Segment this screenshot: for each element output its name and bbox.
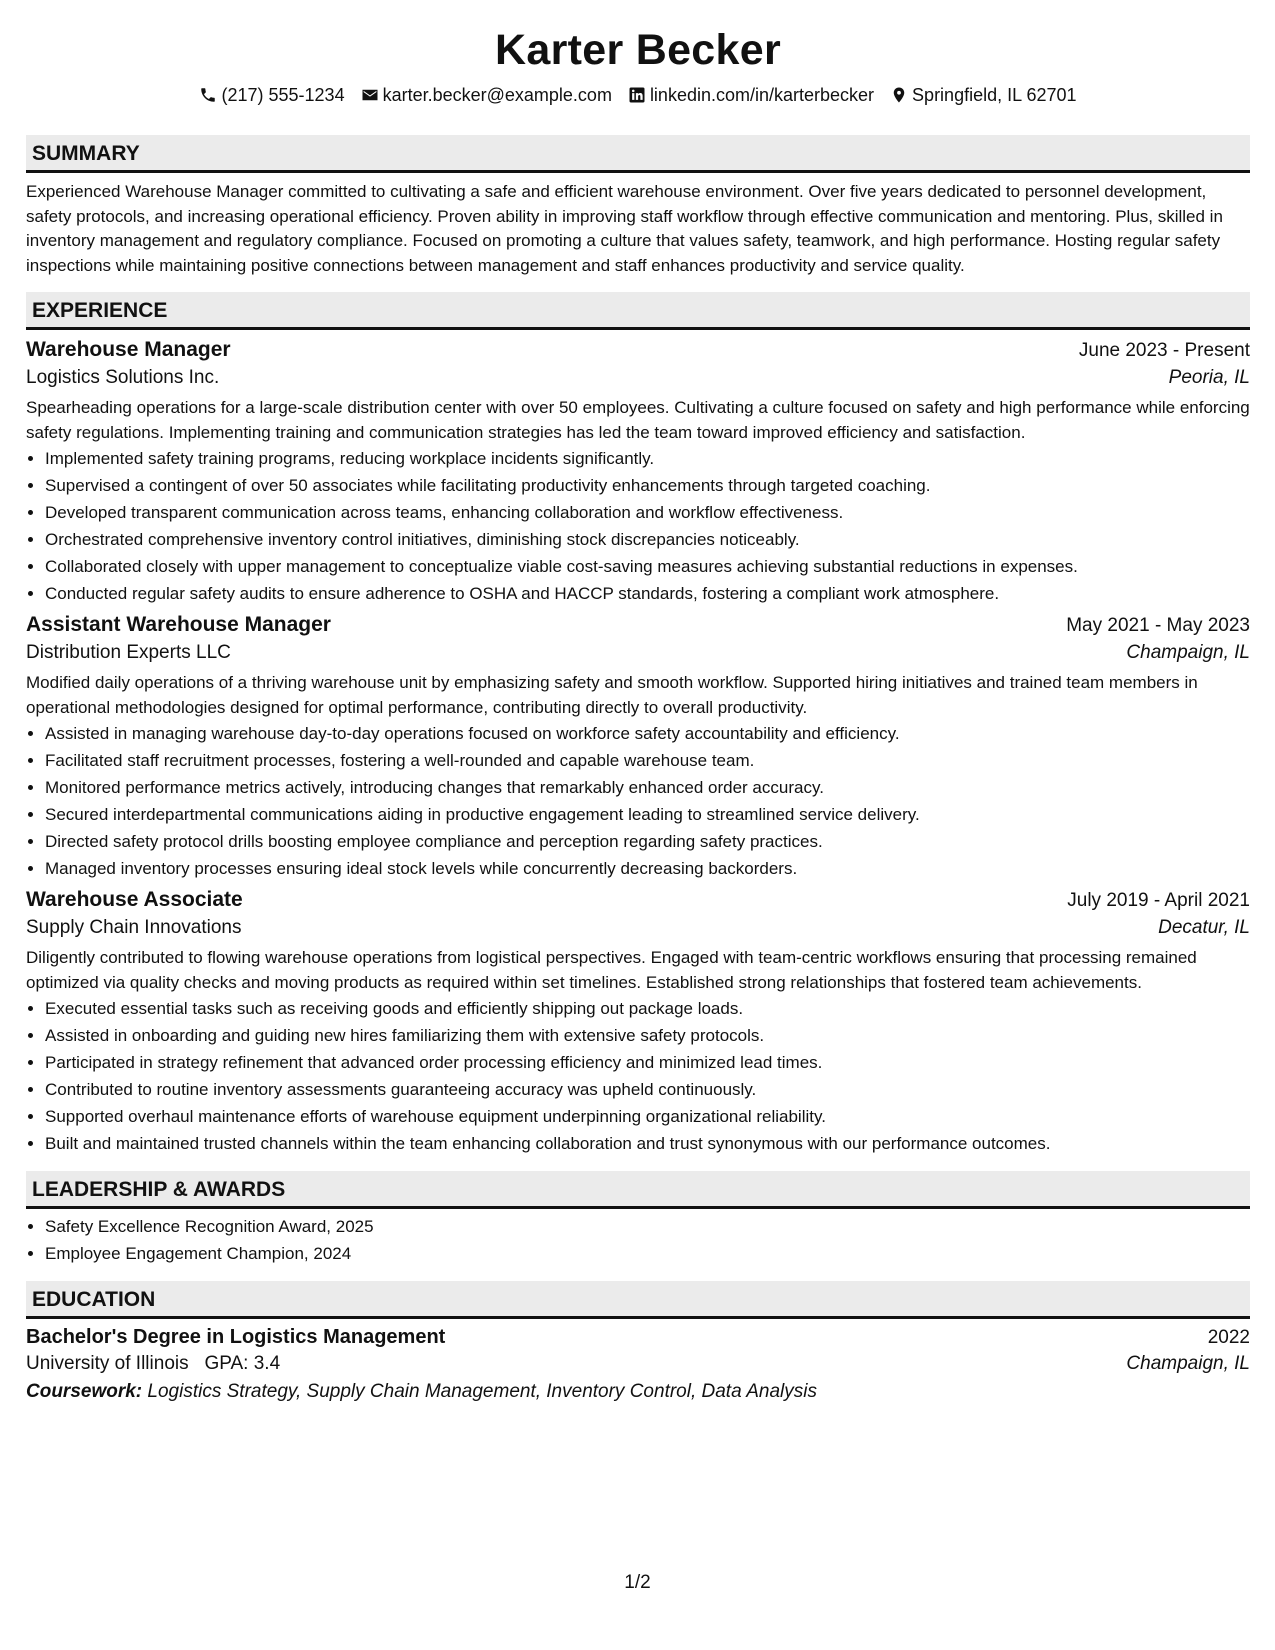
awards-list bbox=[26, 1213, 1250, 1267]
list-item: • Executed essential tasks such as receiving goods and efficiently shipping out package loads. bbox=[45, 995, 1250, 1022]
list-item: • Orchestrated comprehensive inventory control initiatives, diminishing stock discrepancies noticeably. bbox=[45, 526, 1250, 553]
job-dates: July 2019 - April 2021 bbox=[1067, 890, 1250, 911]
job-description: Modified daily operations of a thriving warehouse unit by emphasizing safety and smooth workflow. Supported hiring initiatives and trained team members in operational methodologies designed for optimal performance, contributing directly to overall productivity. bbox=[26, 673, 1198, 717]
contact-linkedin[interactable] bbox=[628, 85, 874, 106]
coursework bbox=[26, 1381, 1250, 1403]
job-location: Champaign, IL bbox=[1126, 642, 1250, 663]
graduation-year: 2022 bbox=[1207, 1327, 1250, 1348]
list-item: • Contributed to routine inventory assessments guaranteeing accuracy was upheld continuously. bbox=[45, 1076, 1250, 1103]
list-item: • Facilitated staff recruitment processes, fostering a well-rounded and capable warehouse team. bbox=[45, 747, 1250, 774]
list-item: • Collaborated closely with upper management to conceptualize viable cost-saving measures achieving substantial reductions in expenses. bbox=[45, 553, 1250, 580]
company-name: Distribution Experts LLC bbox=[26, 642, 231, 663]
job-entry bbox=[26, 338, 1250, 607]
email-link[interactable]: karter.becker@example.com bbox=[382, 84, 612, 105]
envelope-icon bbox=[361, 86, 379, 104]
list-item: • Implemented safety training programs, reducing workplace incidents significantly. bbox=[45, 445, 1250, 472]
job-entry bbox=[26, 888, 1250, 1157]
list-item: • Employee Engagement Champion, 2024 bbox=[45, 1240, 1250, 1267]
job-header bbox=[26, 613, 1250, 637]
phone-text: (217) 555-1234 bbox=[221, 84, 345, 105]
list-item: • Conducted regular safety audits to ensure adherence to OSHA and HACCP standards, fostering a compliant work atmosphere. bbox=[45, 580, 1250, 607]
education-header bbox=[26, 1326, 1250, 1349]
company-name: Logistics Solutions Inc. bbox=[26, 367, 220, 388]
list-item: • Developed transparent communication across teams, enhancing collaboration and workflow effectiveness. bbox=[45, 499, 1250, 526]
linkedin-link[interactable]: linkedin.com/in/karterbecker bbox=[649, 84, 875, 105]
school-info bbox=[26, 1353, 280, 1375]
job-title: Assistant Warehouse Manager bbox=[26, 613, 331, 636]
job-header bbox=[26, 888, 1250, 912]
location-text: Springfield, IL 62701 bbox=[912, 84, 1077, 105]
job-bullets bbox=[26, 720, 1250, 882]
job-subheader bbox=[26, 917, 1250, 939]
list-item: • Built and maintained trusted channels within the team enhancing collaboration and trust synonymous with our performance outcomes. bbox=[45, 1130, 1250, 1157]
candidate-name: Karter Becker bbox=[495, 26, 781, 74]
list-item: • Assisted in onboarding and guiding new hires familiarizing them with extensive safety protocols. bbox=[45, 1022, 1250, 1049]
job-bullets bbox=[26, 995, 1250, 1157]
education-heading: EDUCATION bbox=[26, 1281, 1250, 1319]
list-item: • Supported overhaul maintenance efforts of warehouse equipment underpinning organizational reliability. bbox=[45, 1103, 1250, 1130]
list-item: • Directed safety protocol drills boosting employee compliance and perception regarding safety practices. bbox=[45, 828, 1250, 855]
list-item: • Assisted in managing warehouse day-to-day operations focused on workforce safety accountability and efficiency. bbox=[45, 720, 1250, 747]
company-name: Supply Chain Innovations bbox=[26, 917, 242, 938]
job-description: Diligently contributed to flowing warehouse operations from logistical perspectives. Engaged with team-centric workflows ensuring that processing remained optimized via quality checks and moving products as required within set timelines. Established strong relationships that fostered team achievements. bbox=[26, 948, 1197, 992]
job-description: Spearheading operations for a large-scale distribution center with over 50 employees. Cultivating a culture focused on safety and high performance while enforcing safety regulations. Implementing training and communication strategies has led the team toward improved efficiency and satisfaction. bbox=[26, 398, 1250, 442]
list-item: • Secured interdepartmental communications aiding in productive engagement leading to streamlined service delivery. bbox=[45, 801, 1250, 828]
school-name: University of Illinois bbox=[26, 1353, 189, 1374]
gpa: GPA: 3.4 bbox=[204, 1353, 281, 1374]
education-entry bbox=[26, 1326, 1250, 1403]
page-number: 1/2 bbox=[624, 1572, 651, 1593]
job-location: Peoria, IL bbox=[1168, 367, 1250, 388]
contact-email[interactable] bbox=[361, 85, 612, 106]
leadership-heading: LEADERSHIP & AWARDS bbox=[26, 1171, 1250, 1209]
resume-page bbox=[26, 0, 1250, 1403]
job-subheader bbox=[26, 367, 1250, 389]
coursework-label: Coursework: bbox=[26, 1381, 143, 1402]
summary-heading: SUMMARY bbox=[26, 135, 1250, 173]
job-dates: May 2021 - May 2023 bbox=[1066, 615, 1250, 636]
job-title: Warehouse Manager bbox=[26, 338, 231, 361]
experience-heading: EXPERIENCE bbox=[26, 292, 1250, 330]
job-title: Warehouse Associate bbox=[26, 888, 243, 911]
coursework-list: Logistics Strategy, Supply Chain Management, Inventory Control, Data Analysis bbox=[147, 1381, 817, 1402]
contact-phone bbox=[199, 85, 344, 106]
list-item: • Managed inventory processes ensuring ideal stock levels while concurrently decreasing backorders. bbox=[45, 855, 1250, 882]
education-subheader bbox=[26, 1353, 1250, 1375]
list-item: • Supervised a contingent of over 50 associates while facilitating productivity enhancements through targeted coaching. bbox=[45, 472, 1250, 499]
job-dates: June 2023 - Present bbox=[1078, 340, 1250, 361]
phone-icon bbox=[199, 86, 217, 104]
summary-text: Experienced Warehouse Manager committed to cultivating a safe and efficient warehouse environment. Over five years dedicated to personnel development, safety protocols, and increasing operational efficiency. Proven ability in improving staff workflow through effective communication and mentoring. Plus, skilled in inventory management and regulatory compliance. Focused on promoting a culture that values safety, teamwork, and high performance. Hosting regular safety inspections while maintaining positive connections between management and staff enhances productivity and service quality. bbox=[26, 182, 1223, 275]
job-entry bbox=[26, 613, 1250, 882]
job-location: Decatur, IL bbox=[1158, 917, 1250, 938]
contact-location bbox=[890, 85, 1076, 106]
job-header bbox=[26, 338, 1250, 362]
list-item: • Participated in strategy refinement that advanced order processing efficiency and minimized lead times. bbox=[45, 1049, 1250, 1076]
degree-title: Bachelor's Degree in Logistics Management bbox=[26, 1326, 446, 1348]
contact-bar bbox=[26, 82, 1250, 108]
linkedin-icon bbox=[628, 86, 646, 104]
job-bullets bbox=[26, 445, 1250, 607]
map-marker-icon bbox=[890, 86, 908, 104]
list-item: • Safety Excellence Recognition Award, 2025 bbox=[45, 1213, 1250, 1240]
list-item: • Monitored performance metrics actively, introducing changes that remarkably enhanced order accuracy. bbox=[45, 774, 1250, 801]
job-subheader bbox=[26, 642, 1250, 664]
school-location: Champaign, IL bbox=[1126, 1353, 1250, 1374]
